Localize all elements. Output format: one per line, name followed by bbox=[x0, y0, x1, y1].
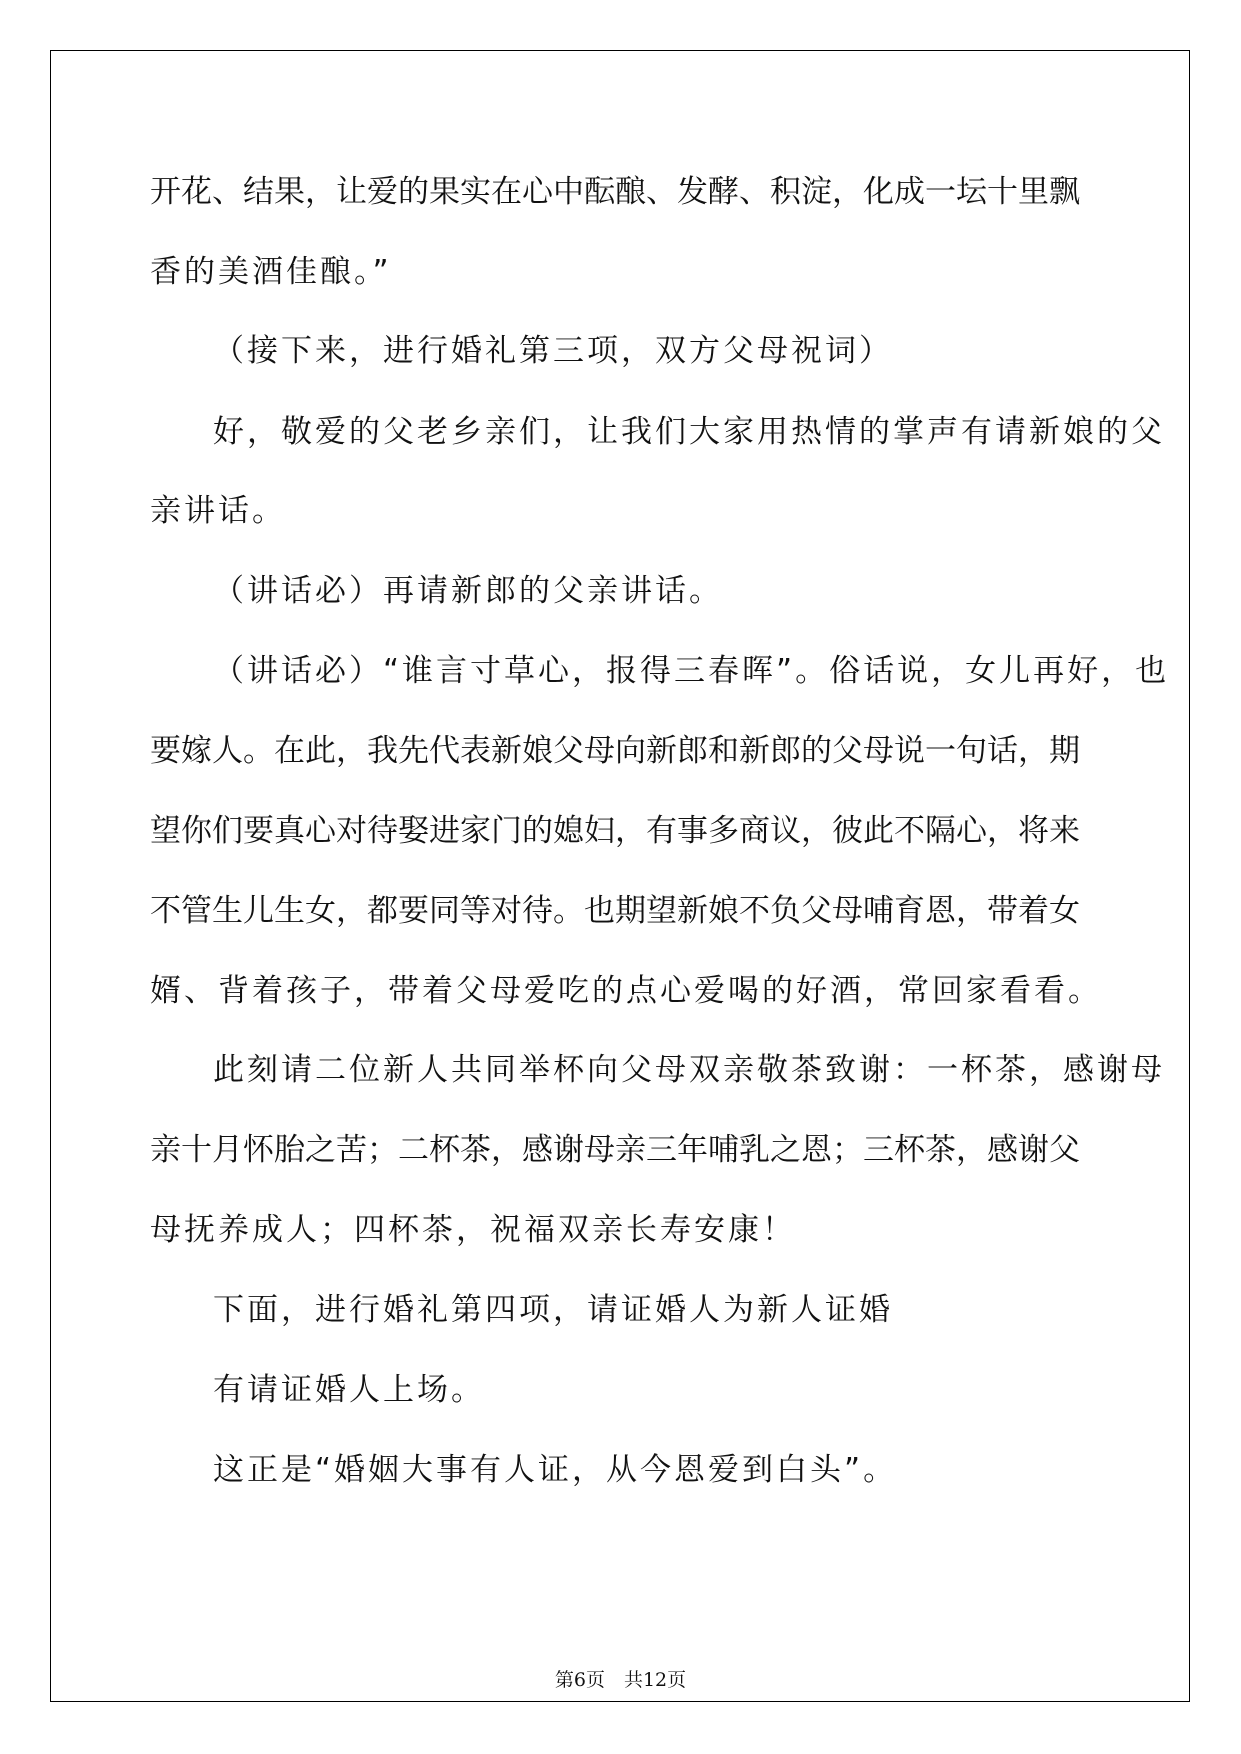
text-line: 好，敬爱的父老乡亲们，让我们大家用热情的掌声有请新娘的父 bbox=[213, 414, 1165, 450]
text-line: 开花、结果，让爱的果实在心中酝酿、发酵、积淀，化成一坛十里飘 bbox=[150, 174, 1080, 210]
text-line: （讲话必）“谁言寸草心，报得三春晖”。俗话说，女儿再好，也 bbox=[213, 653, 1170, 689]
text-line: 亲讲话。 bbox=[150, 493, 286, 529]
text-line: 要嫁人。在此，我先代表新娘父母向新郎和新郎的父母说一句话，期 bbox=[150, 733, 1080, 769]
text-line: 香的美酒佳酿。” bbox=[150, 254, 392, 290]
text-line: 这正是“婚姻大事有人证，从今恩爱到白头”。 bbox=[213, 1452, 898, 1488]
text-line: 亲十月怀胎之苦；二杯茶，感谢母亲三年哺乳之恩；三杯茶，感谢父 bbox=[150, 1132, 1080, 1168]
text-line: 不管生儿生女，都要同等对待。也期望新娘不负父母哺育恩，带着女 bbox=[150, 893, 1080, 929]
text-line: 下面，进行婚礼第四项，请证婚人为新人证婚 bbox=[213, 1292, 893, 1328]
text-line: 此刻请二位新人共同举杯向父母双亲敬茶致谢：一杯茶，感谢母 bbox=[213, 1052, 1165, 1088]
text-line: 母抚养成人；四杯茶，祝福双亲长寿安康！ bbox=[150, 1212, 796, 1248]
page-number: 第6页 共12页 bbox=[554, 1669, 687, 1691]
text-line: 望你们要真心对待娶进家门的媳妇，有事多商议，彼此不隔心，将来 bbox=[150, 813, 1080, 849]
text-line: 婿、背着孩子，带着父母爱吃的点心爱喝的好酒，常回家看看。 bbox=[150, 973, 1102, 1009]
text-line: （接下来，进行婚礼第三项，双方父母祝词） bbox=[213, 333, 893, 369]
text-line: （讲话必）再请新郎的父亲讲话。 bbox=[213, 573, 723, 609]
text-line: 有请证婚人上场。 bbox=[213, 1372, 485, 1408]
